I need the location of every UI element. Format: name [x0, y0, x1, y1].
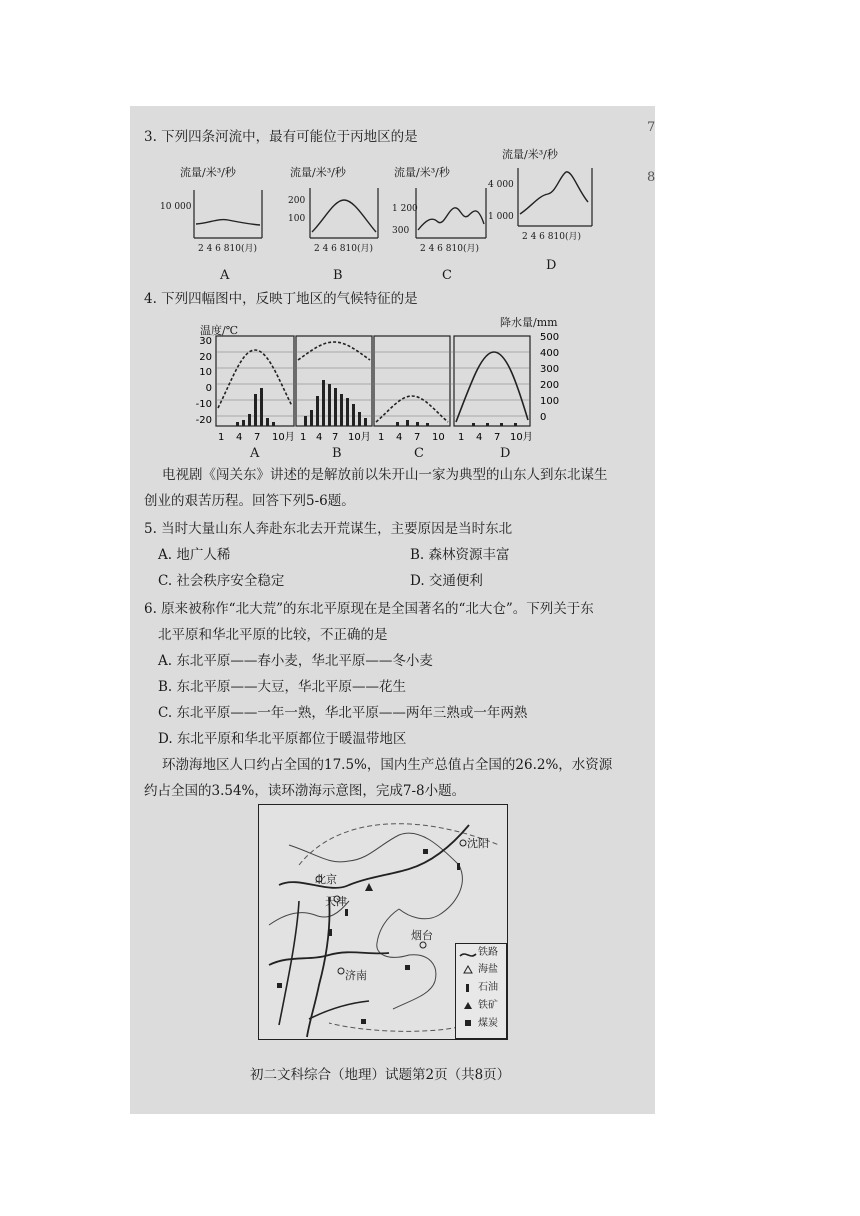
- temp-curve-d: [456, 352, 528, 422]
- city-jinan-dot: [338, 968, 344, 974]
- exam-page: [130, 106, 655, 1114]
- q4-precip-axis-title: 降水量/mm: [500, 316, 558, 329]
- railway-line: [279, 825, 469, 888]
- climate-label-d: D: [500, 446, 511, 461]
- temp-tick-10: 10: [199, 367, 212, 378]
- legend-oil: 石油: [478, 982, 498, 993]
- q6-option-c: C. 东北平原——一年一熟，华北平原——两年三熟或一年两熟: [158, 705, 528, 721]
- temp-tick-m10: -10: [196, 399, 212, 410]
- hydrograph-d: [488, 146, 608, 286]
- q6-option-b: B. 东北平原——大豆，华北平原——花生: [158, 679, 407, 695]
- temp-ticks: [196, 336, 212, 426]
- svg-text:1: 1: [218, 432, 225, 443]
- hydrograph-c-ytick-300: 300: [392, 226, 410, 236]
- q4-temp-axis-title: 温度/℃: [200, 324, 239, 337]
- q5-stem: 5. 当时大量山东人奔赴东北去开荒谋生，主要原因是当时东北: [144, 521, 513, 537]
- q6-option-a: A. 东北平原——春小麦，华北平原——冬小麦: [158, 653, 433, 669]
- q4-stem: 4. 下列四幅图中，反映丁地区的气候特征的是: [144, 291, 418, 307]
- intro-78-line1: 环渤海地区人口约占全国的17.5%，国内生产总值占全国的26.2%，水资源: [162, 757, 613, 773]
- city-shenyang-dot: [460, 840, 466, 846]
- precip-tick-300: 300: [540, 364, 560, 375]
- temp-tick-30: 30: [199, 336, 212, 347]
- legend-salt: 海盐: [478, 964, 498, 975]
- legend-coal-icon: [465, 1020, 471, 1026]
- svg-text:4: 4: [316, 432, 323, 443]
- precip-ticks: [540, 332, 559, 423]
- precip-tick-100: 100: [540, 396, 560, 407]
- hydrograph-c-title: 流量/米³/秒: [394, 166, 450, 179]
- precip-bars-c: [396, 420, 429, 426]
- svg-text:4: 4: [396, 432, 403, 443]
- hydrograph-d-label: D: [546, 258, 557, 273]
- temp-tick-m20: -20: [196, 415, 212, 426]
- bohai-map: [258, 804, 508, 1040]
- svg-text:4: 4: [236, 432, 243, 443]
- q5-option-a: A. 地广人稀: [158, 547, 231, 563]
- hydrograph-d-months: 2 4 6 810(月): [522, 232, 581, 242]
- legend-iron: 铁矿: [478, 1000, 498, 1011]
- svg-text:7: 7: [494, 432, 501, 443]
- hydrograph-a-months: 2 4 6 810(月): [198, 244, 257, 254]
- hydrograph-d-ytick-1000: 1 000: [488, 212, 514, 222]
- map-coal-mark: [423, 849, 428, 854]
- climate-label-a: A: [250, 446, 260, 461]
- hydrograph-d-title: 流量/米³/秒: [502, 148, 558, 161]
- page-footer: 初二文科综合（地理）试题第2页（共8页）: [250, 1067, 511, 1083]
- hydrograph-b: [288, 164, 388, 290]
- climate-charts: [196, 330, 616, 460]
- q6-stem-line1: 6. 原来被称作“北大荒”的东北平原现在是全国著名的“北大仓”。下列关于东: [144, 601, 594, 617]
- temp-tick-20: 20: [199, 352, 212, 363]
- city-shenyang: 沈阳: [467, 837, 489, 850]
- climate-month-ticks: [218, 431, 533, 443]
- city-jinan: 济南: [345, 969, 367, 982]
- hydrograph-c-label: C: [442, 268, 452, 283]
- svg-text:1: 1: [458, 432, 465, 443]
- city-yantai: 烟台: [411, 929, 433, 942]
- svg-text:10: 10: [432, 432, 445, 443]
- precip-tick-400: 400: [540, 348, 560, 359]
- svg-text:1: 1: [300, 432, 307, 443]
- legend-oil-icon: [466, 984, 469, 992]
- hydrograph-c-months: 2 4 6 810(月): [420, 244, 479, 254]
- svg-text:7: 7: [414, 432, 421, 443]
- q5-option-b: B. 森林资源丰富: [410, 547, 510, 563]
- hydrograph-a-title: 流量/米³/秒: [180, 166, 236, 179]
- city-beijing: 北京: [315, 873, 337, 886]
- climate-panel-d: [454, 336, 530, 426]
- q6-option-d: D. 东北平原和华北平原都位于暖温带地区: [158, 731, 407, 747]
- svg-text:7: 7: [332, 432, 339, 443]
- svg-text:4: 4: [476, 432, 483, 443]
- intro-56-line1: 电视剧《闯关东》讲述的是解放前以朱开山一家为典型的山东人到东北谋生: [162, 467, 608, 483]
- svg-text:10月: 10月: [510, 432, 533, 443]
- hydrograph-a-ytick: 10 000: [160, 202, 192, 212]
- temp-tick-0: 0: [205, 383, 212, 394]
- precip-bars-a: [236, 388, 275, 426]
- precip-tick-500: 500: [540, 332, 560, 343]
- intro-78-line2: 约占全国的3.54%，读环渤海示意图，完成7-8小题。: [144, 783, 466, 799]
- hydrograph-d-ytick-4000: 4 000: [488, 180, 514, 190]
- legend-railway: 铁路: [478, 947, 498, 958]
- climate-label-b: B: [332, 446, 342, 461]
- hydrograph-b-title: 流量/米³/秒: [290, 166, 346, 179]
- hydrograph-a: [160, 164, 270, 290]
- hydrograph-b-ytick-100: 100: [288, 214, 306, 224]
- svg-text:10月: 10月: [272, 432, 295, 443]
- svg-text:7: 7: [254, 432, 261, 443]
- hydrograph-c: [392, 164, 497, 290]
- q5-option-d: D. 交通便利: [410, 573, 483, 589]
- edge-char-mid: 8: [647, 170, 656, 185]
- temp-curve-b: [298, 342, 370, 360]
- climate-label-c: C: [414, 446, 424, 461]
- precip-tick-0: 0: [540, 412, 547, 423]
- hydrograph-c-ytick-1200: 1 200: [392, 204, 418, 214]
- map-iron-mark: [365, 883, 373, 891]
- hydrograph-b-ytick-200: 200: [288, 196, 306, 206]
- hydrograph-a-label: A: [220, 268, 230, 283]
- legend-coal: 煤炭: [478, 1018, 498, 1029]
- legend-salt-icon: [464, 966, 472, 973]
- edge-char-top: 7: [647, 120, 656, 135]
- hydrograph-b-months: 2 4 6 810(月): [314, 244, 373, 254]
- intro-56-line2: 创业的艰苦历程。回答下列5-6题。: [144, 493, 355, 509]
- city-tianjin: 天津: [325, 895, 347, 908]
- q6-stem-line2: 北平原和华北平原的比较，不正确的是: [158, 627, 388, 643]
- legend-iron-icon: [464, 1002, 472, 1009]
- svg-text:1: 1: [378, 432, 385, 443]
- hydrograph-b-label: B: [333, 268, 343, 283]
- precip-bars-b: [304, 380, 367, 426]
- precip-tick-200: 200: [540, 380, 560, 391]
- legend-railway-icon: [460, 954, 476, 956]
- map-legend: [455, 943, 507, 1039]
- q5-option-c: C. 社会秩序安全稳定: [158, 573, 285, 589]
- q3-stem: 3. 下列四条河流中，最有可能位于丙地区的是: [144, 129, 418, 145]
- svg-text:10月: 10月: [348, 432, 371, 443]
